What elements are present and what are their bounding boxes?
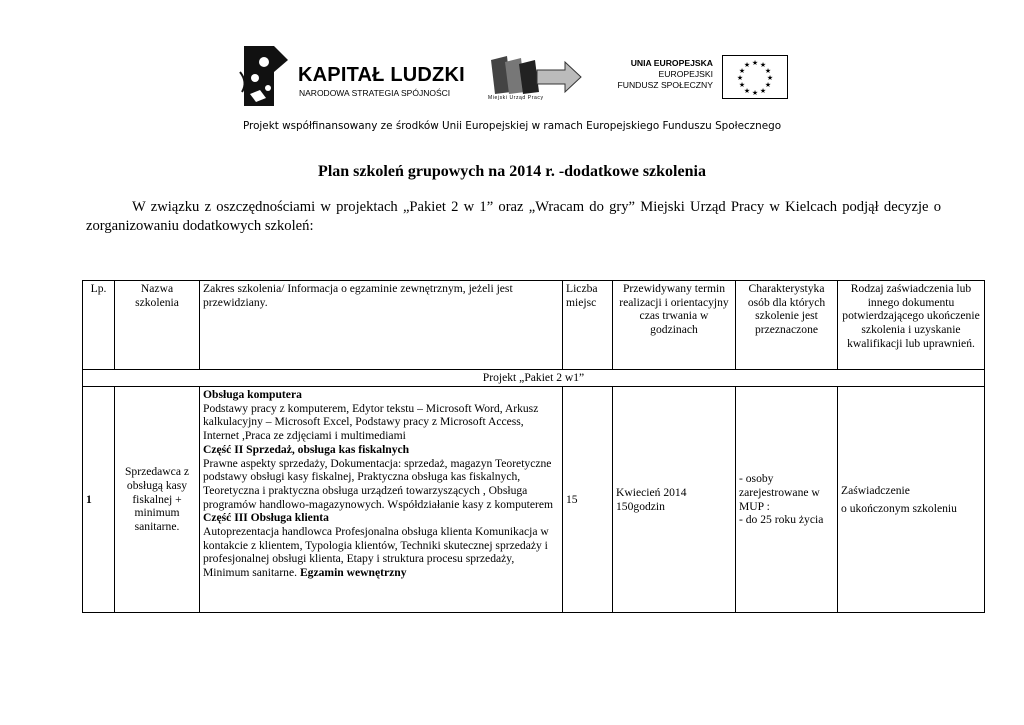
eu-line-3: FUNDUSZ SPOŁECZNY (617, 80, 713, 90)
header-name: Nazwa szkolenia (115, 281, 200, 370)
target-line-1: - osoby zarejestrowane w MUP : (739, 472, 820, 513)
header-seats: Liczba miejsc (563, 281, 613, 370)
target-line-2: - do 25 roku życia (739, 513, 824, 527)
svg-text:★: ★ (751, 59, 759, 67)
svg-text:★: ★ (759, 61, 767, 69)
certificate-line-1: Zaświadczenie (841, 483, 910, 497)
row-scope (200, 387, 563, 613)
scope-part2-body: Prawne aspekty sprzedaży, Dokumentacja: sprzedaż, magazyn Teoretyczne podstawy obsługi kasy fiskalnej, Praktyczna obsługa kas fiskalnych, Teoretyczna i praktyczna obsługa urządzeń towarzyszących , Obsługa programów handlowo-magazynowych. Współdziałanie kasy z komputerem (203, 456, 554, 511)
row-term (613, 387, 736, 613)
mup-caption: Miejski Urząd Pracy (488, 95, 544, 101)
scope-exam: Egzamin wewnętrzny (299, 566, 407, 580)
kapital-ludzki-logo (238, 42, 293, 110)
eu-line-2: EUROPEJSKI (658, 69, 713, 79)
training-plan-table (82, 280, 985, 613)
eu-flag-icon (722, 55, 788, 99)
svg-text:★: ★ (764, 81, 772, 89)
svg-text:★: ★ (743, 87, 751, 95)
mup-logo (485, 54, 583, 100)
kapital-ludzki-subtitle: NARODOWA STRATEGIA SPÓJNOŚCI (299, 88, 451, 98)
header-scope: Zakres szkolenia/ Informacja o egzaminie zewnętrznym, jeżeli jest przewidziany. (200, 281, 563, 370)
row-target (736, 387, 838, 613)
certificate-line-2: o ukończonym szkoleniu (841, 501, 957, 515)
svg-text:★: ★ (736, 74, 744, 82)
project-label: Projekt „Pakiet 2 w1” (83, 370, 985, 387)
scope-part3-body: Autoprezentacja handlowca Profesjonalna obsługa klienta Komunikacja w kontakcie z klientem, Typologia klientów, Techniki skutecznej sprzedaży i profesjonalnej obsługi klienta, Etapy i struktura procesu sprzedaży, Minimum sanitarne. (203, 525, 549, 580)
project-row (83, 370, 985, 387)
svg-text:★: ★ (751, 89, 759, 97)
header-target: Charakterystyka osób dla których szkolenie jest przeznaczone (736, 281, 838, 370)
table-header-row (83, 281, 985, 370)
row-seats: 15 (563, 387, 613, 613)
header-logos (0, 0, 1024, 120)
svg-text:★: ★ (743, 61, 751, 69)
eu-text-block (612, 58, 713, 91)
header-lp: Lp. (83, 281, 115, 370)
row-certificate (838, 387, 985, 613)
kapital-ludzki-title: KAPITAŁ LUDZKI (298, 64, 465, 86)
scope-part3-title: Część III Obsługa klienta (203, 511, 329, 525)
scope-part1-body: Podstawy pracy z komputerem, Edytor tekstu – Microsoft Word, Arkusz kalkulacyjny – Microsoft Excel, Podstawy pracy z Microsoft Access, Internet ,Praca ze zdjęciami i multimediami (203, 401, 539, 443)
scope-part3-wrap (203, 525, 559, 580)
row-lp (83, 387, 115, 613)
row-name: Sprzedawca z obsługą kasy fiskalnej + minimum sanitarne. (115, 387, 200, 613)
header-certificate: Rodzaj zaświadczenia lub innego dokumentu potwierdzającego ukończenie szkolenia i uzyskanie kwalifikacji lub uprawnień. (838, 281, 985, 370)
cofinancing-note: Projekt współfinansowany ze środków Unii Europejskiej w ramach Europejskiego Funduszu Społecznego (242, 120, 782, 132)
scope-part2-title: Część II Sprzedaż, obsługa kas fiskalnych (203, 442, 410, 456)
svg-text:★: ★ (764, 67, 772, 75)
eu-line-1: UNIA EUROPEJSKA (630, 58, 713, 68)
document-title: Plan szkoleń grupowych na 2014 r. -dodatkowe szkolenia (318, 163, 706, 180)
scope-part1-title: Obsługa komputera (203, 388, 302, 401)
term-line-1: Kwiecień 2014 (616, 485, 687, 499)
table-row (83, 387, 985, 613)
intro-paragraph (86, 198, 941, 236)
intro-text: W związku z oszczędnościami w projektach „Pakiet 2 w 1” oraz „Wracam do gry” Miejski Urząd Pracy w Kielcach podjął decyzje o zorganizowaniu dodatkowych szkoleń: (86, 199, 941, 234)
svg-text:★: ★ (759, 87, 767, 95)
header-term: Przewidywany termin realizacji i orientacyjny czas trwania w godzinach (613, 281, 736, 370)
term-line-2: 150godzin (616, 499, 665, 513)
svg-text:★: ★ (738, 81, 746, 89)
svg-text:★: ★ (738, 67, 746, 75)
row-lp-value: 1 (86, 492, 92, 506)
svg-text:★: ★ (766, 74, 774, 82)
